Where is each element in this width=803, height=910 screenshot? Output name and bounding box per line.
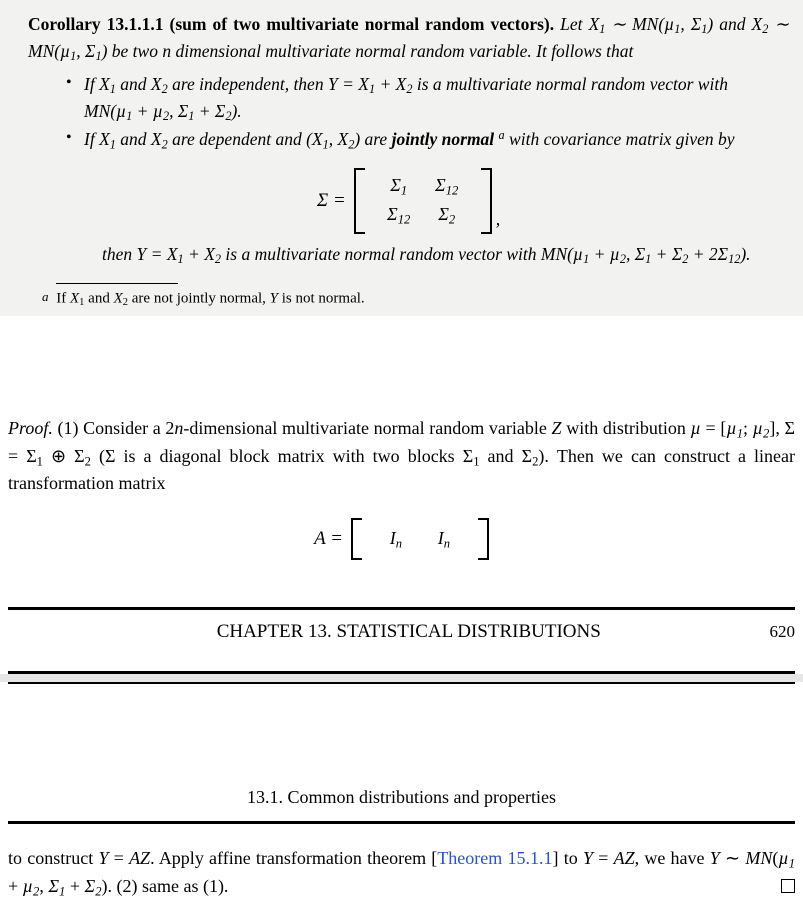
closing-paragraph: to construct Y = AZ. Apply affine transformation theorem [Theorem 15.1.1] to Y = AZ, we have Y ∼ MN(µ$_1$ + µ$_2$, $\Sigma_1 + \Sigma_2$). (2) same as (1). [8, 848, 795, 898]
matrix-lead-a: A = [314, 528, 343, 550]
matrix-trailing-comma: , [495, 209, 501, 230]
matrix-lead-sigma: Σ = [316, 190, 346, 212]
corollary-title: (sum of two multivariate normal random vectors). [169, 14, 555, 34]
section-rule [8, 821, 795, 824]
page-number: 620 [769, 622, 795, 641]
section-running-header: 13.1. Common distributions and properties [247, 787, 556, 807]
transformation-matrix-display [8, 518, 795, 560]
page-rule-top [8, 607, 795, 610]
bracket-right-icon [481, 168, 492, 235]
list-item: • If $X_1$ and $X_2$ are independent, then $Y = X_1 + X_2$ is a multivariate normal random vector with MN(µ$_1$ + µ$_2$, $\Sigma_1 + \Sigma_2$). [84, 72, 789, 125]
covariance-matrix-display [28, 168, 789, 235]
bracket-right-icon [478, 518, 489, 560]
corollary-tail: then $Y = X_1 + X_2$ is a multivariate normal random vector with MN(µ$_1$ + µ$_2$, $\Sigma_1 + \Sigma_2 + 2\Sigma_{12}$). [102, 244, 751, 267]
list-item: • If $X_1$ and $X_2$ are dependent and ($X_1$, $X_2$) are jointly normal $^a$ with covariance matrix given by [84, 127, 789, 154]
proof-paragraph: Proof. (1) Consider a 2n-dimensional multivariate normal random variable Z with distribution µ = [µ$_1$; µ$_2$], $\Sigma = \Sigma_1$ ⊕ $\Sigma_2$ (Σ is a diagonal block matrix with two blocks $\Sigma_1$ and $\Sigma_2$). Then we can construct a linear transformation matrix A = $I_n$ $I_n$ [8, 415, 795, 560]
bracket-left-icon [351, 518, 362, 560]
bracket-left-icon [354, 168, 365, 235]
page-gap-band [0, 674, 803, 682]
qed-box-icon [781, 879, 795, 893]
corollary-box [0, 0, 803, 316]
page-rule-next [8, 682, 795, 684]
proof-label: Proof. [8, 418, 53, 438]
matrix-row: $\Sigma_{12}$ $\Sigma_2$ [387, 204, 456, 227]
matrix-row: $\Sigma_1$ $\Sigma_{12}$ [390, 174, 459, 198]
corollary-label: Corollary 13.1.1.1 [28, 14, 164, 34]
footnote: a If $X_1$ and $X_2$ are not jointly normal, Y is not normal. [42, 289, 365, 309]
theorem-link[interactable]: Theorem 15.1.1 [437, 848, 553, 868]
chapter-title: CHAPTER 13. STATISTICAL DISTRIBUTIONS [216, 621, 601, 642]
running-header [8, 621, 795, 643]
corollary-bullet-list [28, 72, 789, 154]
footnote-marker: a [42, 289, 49, 305]
corollary-statement: Corollary 13.1.1.1 (sum of two multivariate normal random vectors). Let $X_1$ ∼ MN(µ$_1$, $\Sigma_1$) and $X_2$ ∼ MN(µ$_1$, $\Sigma_1$) be two n dimensional multivariate normal random variable. It follows that [28, 14, 789, 63]
matrix-row: $I_n$ $I_n$ [389, 528, 451, 551]
footnote-divider [56, 283, 178, 284]
